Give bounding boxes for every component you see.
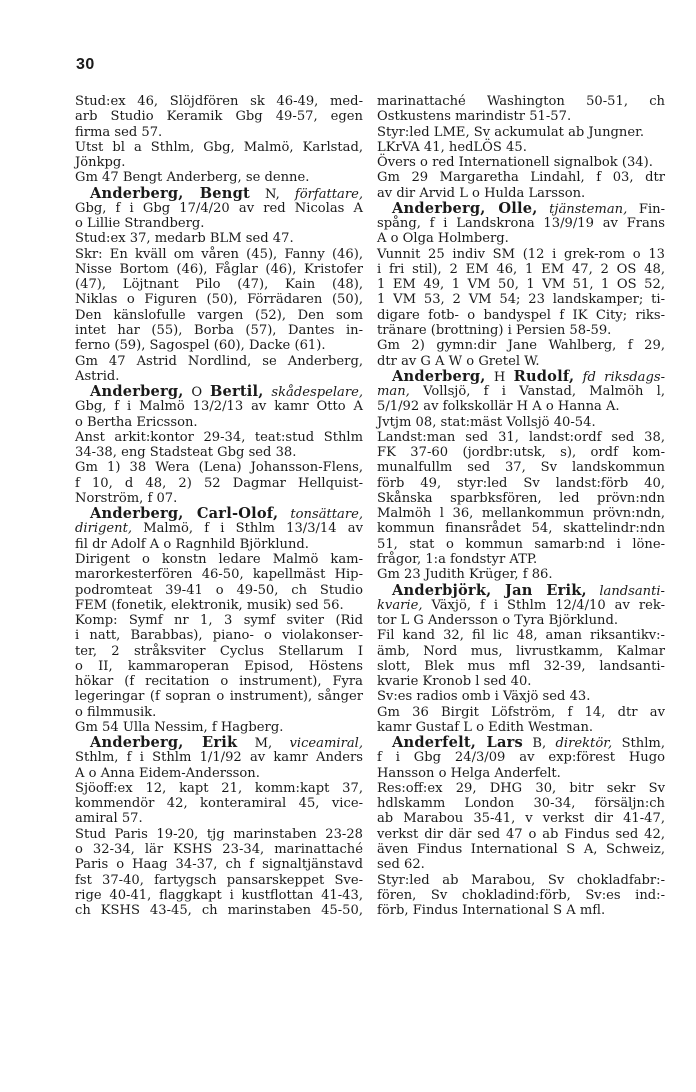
entry-text: Gm 2) gymn:dir Jane Wahlberg, f 29, (377, 338, 665, 354)
text-line (75, 231, 363, 246)
text-line (377, 415, 665, 430)
text-line (75, 170, 363, 185)
text-line (377, 613, 665, 628)
text-line (377, 460, 665, 475)
entry-text: Malmö, f i Sthlm 13/3/14 av (132, 521, 363, 537)
text-line (75, 308, 363, 323)
entry-text: Skånska sparbksfören, led prövn:ndn (377, 490, 665, 506)
entry-text: Ostkustens marindistr 51-57. (377, 109, 572, 125)
text-line (75, 659, 363, 674)
entry-text: Sthlm, f i Sthlm 1/1/92 av kamr Anders (75, 750, 363, 766)
text-line (75, 628, 363, 643)
entry-text: Jönkpg. (75, 155, 126, 171)
text-line (377, 445, 665, 460)
entry-occupation: författare, (294, 186, 364, 202)
entry-text: Niklas o Figuren (50), Förrädaren (50), (75, 292, 363, 308)
entry-text: Styr:led ab Marabou, Sv chokladfabr:- (377, 872, 665, 888)
text-line (75, 766, 363, 781)
entry-occupation: tjänsteman, (549, 201, 628, 217)
entry-text: hdlskamm London 30-34, försäljn:ch (377, 796, 665, 812)
text-line (377, 292, 665, 307)
entry-text: A o Olga Holmberg. (377, 231, 509, 247)
entry-text: Anst arkit:kontor 29-34, teat:stud Sthlm (75, 429, 363, 445)
text-line (75, 750, 363, 765)
entry-text: o filmmusik. (75, 704, 157, 720)
text-line (75, 811, 363, 826)
text-line (75, 369, 363, 384)
text-line (377, 766, 665, 781)
entry-text: dtr av G A W o Gretel W. (377, 353, 540, 369)
entry-text: ch KSHS 43-45, ch marinstaben 45-50, (75, 903, 363, 919)
entry-name: Bertil, (209, 383, 264, 401)
entry-text: o Bertha Ericsson. (75, 414, 198, 430)
entry-text: digare fotb- o bandyspel f IK City; riks- (377, 307, 665, 323)
entry-text: rige 40-41, flaggkapt i kustflottan 41-43, (75, 887, 363, 903)
entry-text: tor L G Andersson o Tyra Björklund. (377, 613, 619, 629)
entry-text: f i Gbg 24/3/09 av exp:förest Hugo (377, 750, 665, 766)
entry-heading-line (377, 201, 665, 216)
text-line (377, 598, 665, 613)
entry-text: intet har (55), Borba (57), Dantes in- (75, 322, 363, 338)
entry-name: Anderberg, Carl-Olof, (90, 505, 279, 523)
entry-text: Utst bl a Sthlm, Gbg, Malmö, Karlstad, (75, 139, 363, 155)
text-line (75, 491, 363, 506)
text-line (75, 521, 363, 536)
text-line (377, 537, 665, 552)
entry-text: (47), Löjtnant Pilo (47), Kain (48), (75, 277, 363, 293)
entry-text: Styr:led LME, Sv ackumulat ab Jungner. (377, 124, 645, 140)
entry-name: Anderfelt, Lars (392, 734, 523, 752)
entry-text: Nisse Bortom (46), Fåglar (46), Kristofer (75, 261, 363, 277)
entry-text: av dir Arvid L o Hulda Larsson. (377, 185, 586, 201)
text-line (75, 476, 363, 491)
right-column (377, 94, 665, 918)
entry-text: Sv:es radios omb i Växjö sed 43. (377, 689, 591, 705)
text-line (75, 705, 363, 720)
left-column (75, 94, 363, 918)
entry-text: Vunnit 25 indiv SM (12 i grek-rom o 13 (377, 246, 665, 262)
entry-text: Gm 23 Judith Krüger, f 86. (377, 567, 553, 583)
entry-text (587, 584, 600, 599)
entry-text: Gm 47 Bengt Anderberg, se denne. (75, 170, 310, 186)
text-line (377, 277, 665, 292)
text-line (377, 720, 665, 735)
entry-text: Stud:ex 46, Slöjdfören sk 46-49, med- (75, 94, 363, 109)
entry-text: amiral 57. (75, 811, 143, 827)
entry-text (574, 370, 582, 385)
entry-text: N, (249, 186, 295, 202)
entry-text: 51, stat o kommun samarb:nd i löne- (377, 536, 665, 552)
entry-text: Gm 29 Margaretha Lindahl, f 03, dtr (377, 170, 665, 186)
text-line (377, 811, 665, 826)
entry-text: 1 EM 49, 1 VM 50, 1 VM 51, 1 OS 52, (377, 277, 665, 293)
entry-text: o Lillie Strandberg. (75, 216, 205, 232)
text-line (75, 781, 363, 796)
text-line (75, 262, 363, 277)
entry-text: Gm 47 Astrid Nordlind, se Anderberg, (75, 353, 363, 369)
entry-text: Norström, f 07. (75, 490, 178, 506)
text-line (377, 796, 665, 811)
text-line (377, 399, 665, 414)
entry-text: Gm 54 Ulla Nessim, f Hagberg. (75, 719, 284, 735)
text-line (75, 552, 363, 567)
entry-heading-line (377, 735, 665, 750)
text-line (75, 873, 363, 888)
text-line (377, 842, 665, 857)
text-line (377, 109, 665, 124)
entry-occupation: kvarie, (377, 597, 423, 613)
text-line (377, 323, 665, 338)
text-line (75, 842, 363, 857)
text-line (75, 445, 363, 460)
entry-text: 34-38, eng Stadsteat Gbg sed 38. (75, 445, 297, 461)
text-line (377, 659, 665, 674)
entry-occupation: landsanti- (599, 583, 665, 599)
entry-text: Fil kand 32, fil lic 48, aman riksantikv:- (377, 628, 665, 644)
entry-text: kvarie Kronob l sed 40. (377, 674, 532, 690)
entry-text: fören, Sv chokladind:förb, Sv:es ind:- (377, 887, 665, 903)
text-line (75, 796, 363, 811)
entry-occupation: tonsättare, (290, 507, 363, 523)
text-line (377, 384, 665, 399)
entry-text: podromteat 39-41 o 49-50, ch Studio (75, 582, 363, 598)
entry-text: Stud:ex 37, medarb BLM sed 47. (75, 231, 294, 247)
text-line (377, 873, 665, 888)
text-line (377, 888, 665, 903)
entry-text: Gbg, f i Malmö 13/2/13 av kamr Otto A (75, 399, 363, 415)
entry-text: Landst:man sed 31, landst:ordf sed 38, (377, 429, 665, 445)
entry-occupation: fd riksdags- (582, 369, 665, 385)
text-line (75, 338, 363, 353)
entry-text (278, 507, 290, 522)
text-line (377, 781, 665, 796)
entry-text: Skr: En kväll om våren (45), Fanny (46), (75, 246, 363, 262)
text-line (377, 125, 665, 140)
text-line (75, 247, 363, 262)
entry-text: kamr Gustaf L o Edith Westman. (377, 719, 594, 735)
entry-name: Anderberg, Olle, (392, 199, 538, 217)
text-line (75, 140, 363, 155)
text-line (75, 460, 363, 475)
entry-name: Anderberg, (392, 367, 486, 385)
text-line (75, 537, 363, 552)
entry-text: Hansson o Helga Anderfelt. (377, 765, 561, 781)
entry-text: slott, Blek mus mfl 32-39, landsanti- (377, 658, 665, 674)
text-line (377, 140, 665, 155)
entry-text: även Findus International S A, Schweiz, (377, 842, 665, 858)
text-line (75, 674, 363, 689)
text-line (377, 705, 665, 720)
text-line (377, 354, 665, 369)
text-line (75, 323, 363, 338)
text-line (75, 827, 363, 842)
text-line (377, 506, 665, 521)
text-line (75, 888, 363, 903)
text-line (75, 125, 363, 140)
text-line (377, 186, 665, 201)
entry-text: M, (237, 736, 290, 752)
entry-text: i natt, Barabbas), piano- o violakonser- (75, 628, 363, 644)
text-line (377, 628, 665, 643)
entry-text: O (183, 385, 210, 401)
entry-text: Gm 1) 38 Wera (Lena) Johansson-Flens, (75, 460, 363, 476)
text-line (75, 94, 363, 109)
entry-name: Anderbjörk, Jan Erik, (392, 581, 587, 599)
text-line (75, 430, 363, 445)
entry-text: B, (522, 736, 556, 752)
entry-text (538, 202, 550, 217)
entry-text: Den känslofulle vargen (52), Den som (75, 307, 363, 323)
entry-text: A o Anna Eidem-Andersson. (75, 765, 260, 781)
text-line (377, 521, 665, 536)
text-line (75, 689, 363, 704)
text-line (75, 598, 363, 613)
entry-text: Sjöoff:ex 12, kapt 21, komm:kapt 37, (75, 780, 363, 796)
text-line (377, 94, 665, 109)
text-line (377, 308, 665, 323)
entry-text: ter, 2 stråksviter Cyclus Stellarum I (75, 643, 363, 659)
text-line (75, 292, 363, 307)
entry-occupation: man, (377, 384, 410, 400)
entry-text: sed 62. (377, 857, 425, 873)
text-line (377, 903, 665, 918)
text-line (75, 354, 363, 369)
text-line (377, 644, 665, 659)
entry-occupation: dirigent, (75, 521, 133, 537)
text-line (377, 750, 665, 765)
entry-name: Anderberg, Erik (90, 734, 238, 752)
entry-name: Anderberg, Bengt (90, 184, 250, 202)
entry-text: Jvtjm 08, stat:mäst Vollsjö 40-54. (377, 414, 596, 430)
page-number: 30 (76, 56, 95, 73)
entry-text: Malmöh l 36, mellankommun prövn:ndn, (377, 506, 665, 522)
entry-text: fst 37-40, fartygsch pansarskeppet Sve- (75, 872, 363, 888)
text-line (377, 674, 665, 689)
entry-text: firma sed 57. (75, 124, 163, 140)
entry-text: arb Studio Keramik Gbg 49-57, egen (75, 109, 363, 125)
entry-text: ab Marabou 35-41, v verkst dir 41-47, (377, 811, 665, 827)
text-line (377, 827, 665, 842)
entry-text: Växjö, f i Sthlm 12/4/10 av rek- (422, 597, 665, 613)
entry-text: LKrVA 41, hedLÖS 45. (377, 139, 527, 155)
entry-text: kommendör 42, konteramiral 45, vice- (75, 796, 363, 812)
text-line (75, 613, 363, 628)
text-line (377, 476, 665, 491)
entry-heading-line (75, 506, 363, 521)
entry-text: i fri stil), 2 EM 46, 1 EM 47, 2 OS 48, (377, 261, 665, 277)
text-line (377, 552, 665, 567)
text-line (75, 567, 363, 582)
entry-text: FK 37-60 (jordbr:utsk, s), ordf kom- (377, 445, 665, 461)
entry-text: Res:off:ex 29, DHG 30, bitr sekr Sv (377, 780, 665, 796)
entry-heading-line (75, 186, 363, 201)
text-line (75, 583, 363, 598)
entry-text: fil dr Adolf A o Ragnhild Björklund. (75, 536, 309, 552)
entry-text: Övers o red Internationell signalbok (34). (377, 155, 653, 171)
text-line (377, 155, 665, 170)
text-line (377, 170, 665, 185)
entry-heading-line (377, 369, 665, 384)
entry-text: FEM (fonetik, elektronik, musik) sed 56. (75, 597, 344, 613)
entry-text: förb, Findus International S A mfl. (377, 903, 606, 919)
entry-text: hökar (f recitation o instrument), Fyra (75, 674, 363, 690)
entry-text: Astrid. (75, 368, 120, 384)
entry-text: ferno (59), Sagospel (60), Dacke (61). (75, 338, 326, 354)
entry-text: o 32-34, lär KSHS 23-34, marinattaché (75, 842, 363, 858)
text-line (377, 857, 665, 872)
entry-heading-line (75, 735, 363, 750)
text-line (75, 109, 363, 124)
text-line (75, 415, 363, 430)
entry-text: Gbg, f i Gbg 17/4/20 av red Nicolas A (75, 200, 363, 216)
entry-heading-line (377, 583, 665, 598)
entry-text: Sthlm, (612, 736, 666, 752)
text-line (377, 231, 665, 246)
entry-text: munalfullm sed 37, Sv landskommun (377, 460, 665, 476)
text-line (377, 567, 665, 582)
entry-text: ämb, Nord mus, livrustkamm, Kalmar (377, 643, 665, 659)
entry-text: Stud Paris 19-20, tjg marinstaben 23-28 (75, 826, 363, 842)
entry-text: H (485, 369, 514, 385)
text-line (377, 430, 665, 445)
entry-text: frågor, 1:a fondstyr ATP. (377, 551, 538, 567)
text-line (75, 644, 363, 659)
entry-text: f 10, d 48, 2) 52 Dagmar Hellquist- (75, 475, 363, 491)
text-line (75, 155, 363, 170)
entry-name: Rudolf, (513, 367, 575, 385)
entry-text: förb 49, styr:led Sv landst:förb 40, (377, 475, 665, 491)
text-line (75, 857, 363, 872)
entry-text: Fin- (627, 201, 666, 217)
entry-text: legeringar (f sopran o instrument), sånger (75, 689, 363, 705)
entry-text: verkst dir där sed 47 o ab Findus sed 42, (377, 826, 665, 842)
entry-name: Anderberg, (90, 383, 184, 401)
entry-text: kommun finansrådet 54, skattelindr:ndn (377, 521, 665, 537)
text-line (75, 903, 363, 918)
entry-text: Paris o Haag 34-37, ch f signaltjänstavd (75, 857, 363, 873)
entry-text: 5/1/92 av folkskollär H A o Hanna A. (377, 399, 620, 415)
text-line (75, 399, 363, 414)
entry-text: 1 VM 53, 2 VM 54; 23 landskamper; ti- (377, 292, 665, 308)
text-line (377, 338, 665, 353)
text-line (377, 247, 665, 262)
text-line (377, 491, 665, 506)
entry-text: Gm 36 Birgit Löfström, f 14, dtr av (377, 704, 665, 720)
text-line (377, 216, 665, 231)
entry-text: Vollsjö, f i Vanstad, Malmöh l, (409, 384, 665, 400)
text-line (377, 689, 665, 704)
text-line (75, 201, 363, 216)
entry-text: Dirigent o konstn ledare Malmö kam- (75, 551, 363, 567)
entry-text: o II, kammaroperan Episod, Höstens (75, 658, 363, 674)
entry-text: tränare (brottning) i Persien 58-59. (377, 322, 612, 338)
entry-text: marorkesterfören 46-50, kapellmäst Hip- (75, 567, 363, 583)
entry-occupation: viceamiral, (289, 736, 363, 752)
entry-heading-line (75, 384, 363, 399)
entry-text: marinattaché Washington 50-51, ch (377, 94, 665, 109)
entry-occupation: direktör, (555, 736, 613, 752)
entry-text: Komp: Symf nr 1, 3 symf sviter (Rid (75, 613, 363, 629)
text-line (377, 262, 665, 277)
text-line (75, 277, 363, 292)
text-line (75, 720, 363, 735)
entry-text: spång, f i Landskrona 13/9/19 av Frans (377, 216, 665, 232)
entry-occupation: skådespelare, (271, 385, 364, 401)
text-line (75, 216, 363, 231)
